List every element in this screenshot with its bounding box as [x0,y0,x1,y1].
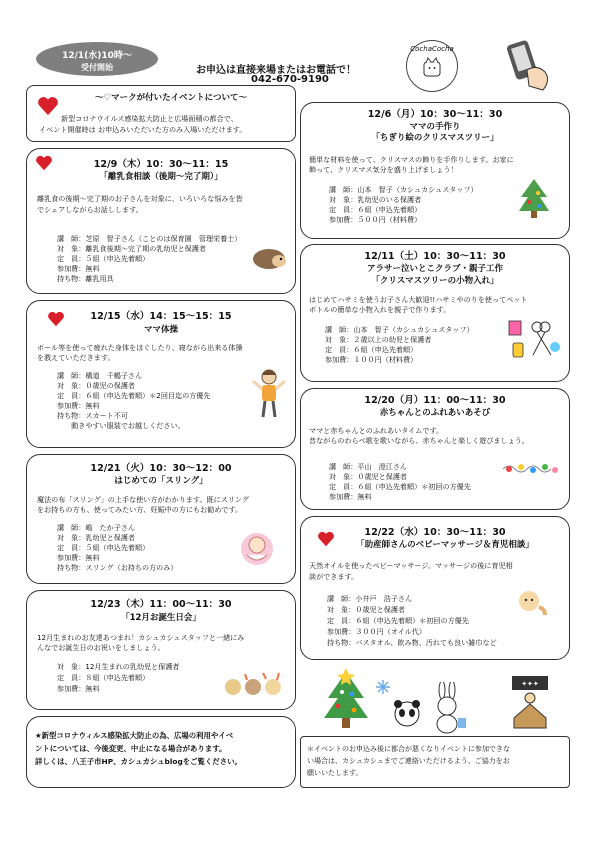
cochacocha-logo [406,40,458,92]
baby-icon [239,531,275,567]
event-instructor: 講 師：山本 智子（カシュカシュスタッフ） [325,325,474,334]
event-date: 12/23（木）11：00～11：30 [90,599,232,610]
event-card-birthday [26,590,296,710]
footer-notice-left [26,716,296,788]
notice-line1: 新型コロナウイルス感染拡大防止と広場面積の都合で、 [61,114,238,123]
rabbit-icon [428,682,468,734]
event-desc-2: んなでお誕生日のお祝いをしましょう。 [37,643,165,652]
event-capacity: 定 員：６組（申込先着順）＊2回目迄の方優先 [57,391,211,400]
event-desc-2: を教えていただきます。 [37,353,115,362]
panda-icon [390,696,424,730]
event-title: 「助産師さんのベビーマッサージ＆育児相談」 [356,540,534,550]
event-target: 対 象：離乳食後期～完了期の乳幼児と保護者 [57,244,206,253]
event-instructor: 講 師：芝原 智子さん（ことのは保育園 管理栄養士） [57,234,242,243]
event-desc-1: ボール等を使って疲れた身体をほぐしたり、寝ながら出来る体操 [37,343,243,352]
svg-text:✦✦✦: ✦✦✦ [521,680,539,688]
event-instructor: 講 師：小井戸 浩子さん [327,594,413,603]
hedgehog-icon [249,243,289,271]
birthday-animals-icon [223,671,291,697]
event-belongings: 持ち物：スリング（お持ちの方のみ） [57,563,178,572]
event-desc-2: 談ができます。 [309,572,359,581]
event-card-chigiri-tree [300,102,570,239]
event-capacity: 定 員：６組（申込先着順） [329,205,422,214]
event-capacity: 定 員：６組（申込先着順）＊初回の方優先 [327,616,469,625]
notice-box [26,85,296,142]
event-capacity: 定 員：５組（申込先着順） [57,254,150,263]
event-desc-2: をお持ちの方も、使ってみたい方、妊娠中の方にもお勧めです。 [37,505,243,514]
event-title-2: 「クリスマスツリーの小物入れ」 [371,276,499,286]
event-desc-2: でシェアしながらお話しします。 [37,205,143,214]
event-target: 対 象：乳幼児と保護者 [57,533,136,542]
footer-right-line2: い場合は、カシュカシュまでご連絡いただけるよう、ご協力をお [307,757,510,765]
event-card-weaning [26,148,296,294]
footer-left-line2: ントについては、今後変更、中止になる場合があります。 [35,744,227,753]
footer-left-line1: ★新型コロナウィルス感染拡大防止の為、広場の利用やイベ [35,731,234,740]
event-belongings-note: 動きやすい服装でお越しください。 [57,421,185,430]
event-target: 対 象：０歳児と保護者 [329,472,408,481]
event-date: 12/11（土）10：30～11：30 [364,251,506,262]
exercise-woman-icon [249,367,289,419]
event-fee: 参加費：３００円（オイル代） [327,627,426,636]
event-title: ママの手作り [409,122,461,132]
event-target: 対 象：２歳以上の幼児と保護者 [325,335,432,344]
apply-text: お申込は直接来場またはお電話で！ [196,65,356,76]
event-fee: 参加費：無料 [329,492,372,501]
event-desc-1: 離乳食の後期～完了期のお子さんを対象に、いろいろな悩みを皆 [37,194,243,203]
event-title: ママ体操 [143,325,178,335]
craft-tools-icon [505,317,563,361]
event-date: 12/22（水）10：30～11：30 [364,527,506,538]
event-instructor: 講 師：嶋 たか子さん [57,523,136,532]
logo-cat-icon [421,57,443,79]
event-desc-1: 天然オイルを使ったベビーマッサージ。マッサージの後に育児相 [309,561,513,570]
event-belongings: 持ち物：離乳用具 [57,274,114,283]
event-fee: 参加費：１００円（材料費） [325,355,418,364]
event-desc-1: ママと赤ちゃんとのふれあいタイムです。 [309,426,444,435]
footer-notice-right [300,736,570,788]
phone-number: 042-670-9190 [251,74,329,85]
event-fee: 参加費：無料 [57,264,100,273]
event-capacity: 定 員：６組（申込先着順） [325,345,418,354]
event-belongings: 持ち物：バスタオル、飲み物、汚れても良い雑巾など [327,638,497,647]
event-fee: 参加費：無料 [57,401,100,410]
event-target: 対 象：12月生まれの乳幼児と保護者 [57,662,180,671]
event-desc-1: 12月生まれのお友達あつまれ！カシュカシュスタッフと一緒にみ [37,633,245,642]
event-date: 12/20（月）11：00～11：30 [364,395,506,406]
event-desc-2: 昔ながらのわらべ歌を歌いながら、赤ちゃんと楽しく遊びましょう。 [309,436,529,445]
toys-icon [501,461,559,477]
event-card-craft [300,244,570,382]
event-card-mama-exercise [26,300,296,448]
event-title-2: 「ちぎり絵のクリスマスツリー」 [371,133,499,143]
event-desc-1: 魔法の布「スリング」の上手な使い方がわかります。既にスリング [37,495,249,504]
event-date: 12/6（月）10：30～11：30 [367,109,503,120]
event-date: 12/21（火）10：30～12：00 [90,463,232,474]
notice-title: ～♡マークが付いたイベントについて～ [95,93,247,103]
event-date: 12/15（水）14：15～15：15 [90,311,232,322]
event-title: はじめての「スリング」 [114,476,208,486]
event-instructor: 講 師：構道 千鶴子さん [57,371,143,380]
date-badge-line2: 受付開始 [81,63,113,72]
date-badge [36,42,158,76]
event-title: 赤ちゃんとのふれあいあそび [379,408,491,418]
logo-text: CochaCocha [410,45,454,53]
event-instructor: 講 師：山本 智子（カシュカシュスタッフ） [329,185,478,194]
footer-left-line3: 詳しくは、八王子市HP、カシュカシュblogをご覧ください。 [35,757,242,766]
date-badge-line1: 12/1(水)10時～ [62,51,132,61]
event-capacity: 定 員：８組（申込先着順） [57,673,150,682]
footer-right-line3: 願いいたします。 [307,769,363,777]
event-desc-1: はじめてハサミを使うお子さん大歓迎!!ハサミやのりを使ってペット [309,295,528,304]
event-target: 対 象：０歳児と保護者 [327,605,406,614]
footer-right-line1: ＊イベントのお申込み後に都合が悪くなりイベントに参加できな [307,745,510,753]
event-title: 「離乳食相談（後期～完了期）」 [99,172,223,182]
notice-line2: イベント開催時は お申込みいただいた方のみ入場いただけます。 [39,125,247,134]
event-desc-2: 飾って、クリスマス気分を盛り上げましょう！ [309,165,458,174]
event-fee: 参加費：無料 [57,684,100,693]
event-title: アラサー泣いとこクラブ・親子工作 [366,264,503,274]
event-fee: 参加費：５００円（材料費） [329,215,422,224]
event-target: 対 象：乳幼児のいる保護者 [329,195,422,204]
event-card-fureai [300,388,570,510]
event-target: 対 象：０歳児の保護者 [57,381,136,390]
event-title: 「12月お誕生日会」 [121,613,201,623]
event-desc-2: ボトルの簡単な小物入れを親子で作ります。 [309,305,451,314]
snowflake-icon [376,680,390,694]
phone-hand-icon [505,40,555,92]
christmas-tree-icon [517,177,551,221]
bottle-icon [510,674,550,730]
event-card-sling [26,454,296,584]
baby-massage-icon [515,589,549,619]
event-instructor: 講 師：平山 澄江さん [329,462,408,471]
event-capacity: 定 員：５組（申込先着順） [57,543,150,552]
event-date: 12/9（木）10：30～11：15 [93,159,229,170]
event-belongings: 持ち物：スカート不可 [57,411,128,420]
event-fee: 参加費：無料 [57,553,100,562]
event-card-baby-massage [300,516,570,660]
event-desc-1: 簡単な材料を使って、クリスマスの飾りを手作りします。お家に [309,155,514,164]
christmas-tree-icon [322,668,370,736]
event-capacity: 定 員：６組（申込先着順）＊初回の方優先 [329,482,471,491]
